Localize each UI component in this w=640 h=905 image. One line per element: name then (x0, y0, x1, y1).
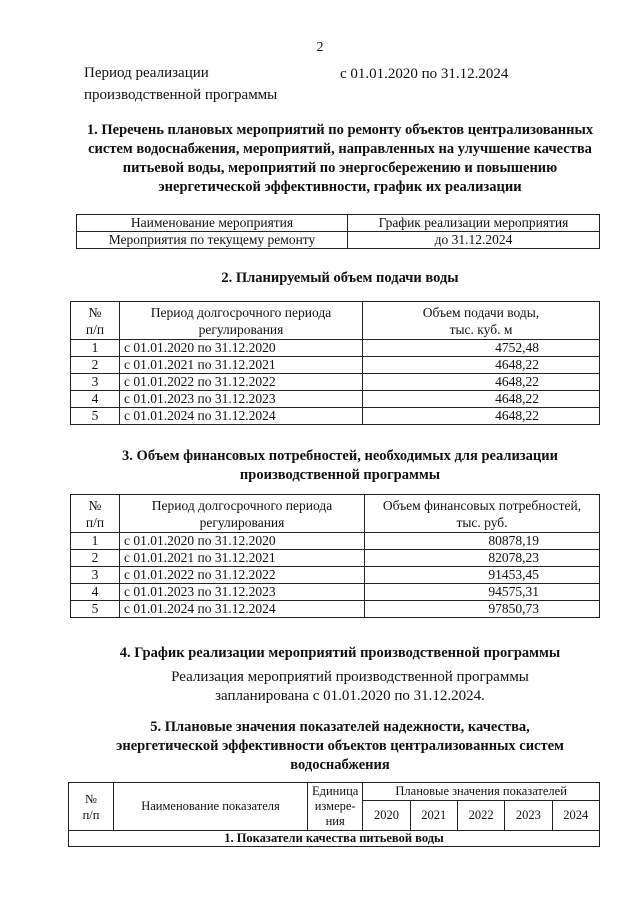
row-period: с 01.01.2022 по 31.12.2022 (120, 374, 363, 391)
section4-text (140, 668, 560, 706)
table-row (71, 550, 600, 567)
row-period: с 01.01.2023 по 31.12.2023 (120, 584, 365, 601)
col-no-line1: № (88, 497, 102, 513)
row-value: 4648,22 (363, 408, 600, 425)
indicators-table (68, 782, 600, 847)
row-period: с 01.01.2024 по 31.12.2024 (120, 601, 365, 618)
col-finance-line1: Объем финансовых потребностей, (382, 497, 582, 513)
page-number: 2 (316, 40, 324, 55)
col-plan-values: Плановые значения показателей (363, 783, 600, 801)
row-no: 2 (71, 357, 120, 374)
col-volume-line1: Объем подачи воды, (422, 304, 540, 320)
period-value: с 01.01.2020 по 31.12.2024 (340, 66, 509, 82)
table-row (71, 357, 600, 374)
row-no: 4 (71, 584, 120, 601)
col-no-line2: п/п (85, 321, 105, 337)
col-period-line1: Период долгосрочного периода (150, 304, 332, 320)
section4-heading: 4. График реализации мероприятий производственной программы (119, 645, 561, 661)
row-no: 1 (71, 533, 120, 550)
row-value: 4752,48 (363, 340, 600, 357)
row-no: 5 (71, 408, 120, 425)
col-finance (365, 495, 600, 533)
year-2021: 2021 (410, 801, 457, 831)
table-row (71, 601, 600, 618)
row-value: 97850,73 (365, 601, 600, 618)
row-period: с 01.01.2024 по 31.12.2024 (120, 408, 363, 425)
row-value: 4648,22 (363, 357, 600, 374)
activity-name: Мероприятия по текущему ремонту (77, 232, 348, 249)
col-unit-line3: ния (325, 814, 345, 828)
col-no (69, 783, 114, 831)
section4-text-line1: Реализация мероприятий производственной программы (171, 669, 529, 685)
financial-needs-table (70, 494, 600, 618)
row-value: 91453,45 (365, 567, 600, 584)
indicators-subheading: 1. Показатели качества питьевой воды (69, 831, 600, 847)
row-period: с 01.01.2020 по 31.12.2020 (120, 340, 363, 357)
row-value: 4648,22 (363, 374, 600, 391)
row-period: с 01.01.2020 по 31.12.2020 (120, 533, 365, 550)
col-no (71, 302, 120, 340)
section4-text-line2: запланирована с 01.01.2020 по 31.12.2024. (215, 688, 485, 704)
col-activity-schedule: График реализации мероприятия (348, 215, 600, 232)
activities-table (76, 214, 600, 249)
row-value: 4648,22 (363, 391, 600, 408)
section5-heading: 5. Плановые значения показателей надежности, качества, энергетической эффективности объектов централизованных систем водоснабжения (116, 719, 564, 773)
section1-heading: 1. Перечень плановых мероприятий по ремонту объектов централизованных систем водоснабжения, мероприятий, направленных на улучшение качества питьевой воды, мероприятий по энергосбережению и повышению энергетической эффективности, график их реализации (86, 122, 594, 195)
row-no: 2 (71, 550, 120, 567)
col-no (71, 495, 120, 533)
row-no: 5 (71, 601, 120, 618)
row-period: с 01.01.2022 по 31.12.2022 (120, 567, 365, 584)
table-row (71, 533, 600, 550)
water-volume-table (70, 301, 600, 425)
section3-heading: 3. Объем финансовых потребностей, необходимых для реализации производственной программы (122, 448, 558, 483)
row-value: 80878,19 (365, 533, 600, 550)
col-unit-line1: Единица (312, 784, 359, 798)
col-no-line1: № (85, 791, 97, 806)
col-period-line1: Период долгосрочного периода (151, 497, 333, 513)
row-period: с 01.01.2021 по 31.12.2021 (120, 357, 363, 374)
year-2023: 2023 (505, 801, 552, 831)
row-no: 4 (71, 391, 120, 408)
period-label-line1: Период реализации (84, 65, 209, 81)
col-no-line2: п/п (82, 807, 100, 822)
col-unit (308, 783, 363, 831)
row-value: 94575,31 (365, 584, 600, 601)
col-activity-name: Наименование мероприятия (77, 215, 348, 232)
period-label-line2: производственной программы (84, 87, 278, 103)
section2-heading: 2. Планируемый объем подачи воды (221, 270, 459, 286)
table-row (71, 374, 600, 391)
year-2020: 2020 (363, 801, 410, 831)
col-no-line1: № (88, 304, 102, 320)
col-period-line2: регулирования (198, 321, 284, 337)
table-row (71, 340, 600, 357)
row-no: 1 (71, 340, 120, 357)
col-period (120, 302, 363, 340)
row-period: с 01.01.2021 по 31.12.2021 (120, 550, 365, 567)
year-2024: 2024 (552, 801, 599, 831)
col-finance-line2: тыс. руб. (456, 514, 508, 530)
row-no: 3 (71, 374, 120, 391)
col-unit-line2: измере- (314, 799, 356, 813)
activity-schedule: до 31.12.2024 (348, 232, 600, 249)
col-volume-line2: тыс. куб. м (449, 321, 513, 337)
col-period-line2: регулирования (199, 514, 285, 530)
col-indicator-name: Наименование показателя (114, 783, 308, 831)
table-row (71, 567, 600, 584)
col-period (120, 495, 365, 533)
row-no: 3 (71, 567, 120, 584)
row-value: 82078,23 (365, 550, 600, 567)
table-row (71, 408, 600, 425)
table-row (71, 584, 600, 601)
col-volume (363, 302, 600, 340)
row-period: с 01.01.2023 по 31.12.2023 (120, 391, 363, 408)
table-row (71, 391, 600, 408)
year-2022: 2022 (457, 801, 504, 831)
period-label (84, 62, 314, 106)
col-no-line2: п/п (85, 514, 105, 530)
